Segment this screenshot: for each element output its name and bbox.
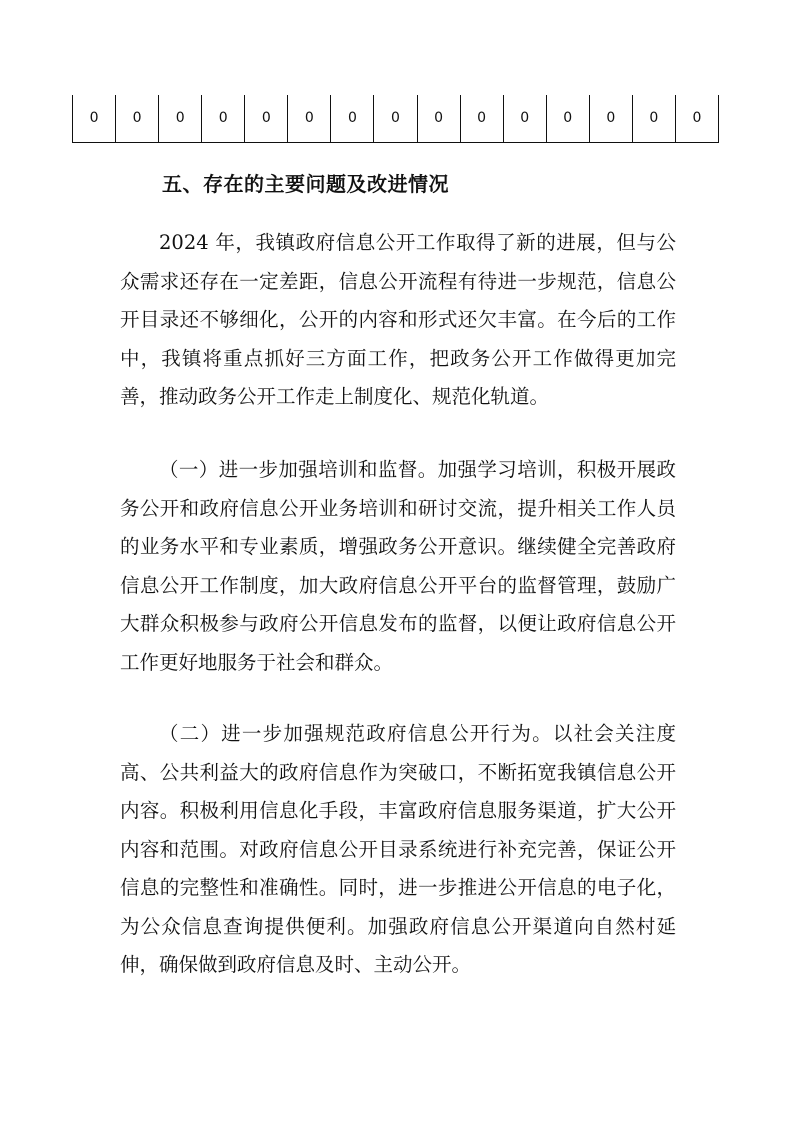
paragraph-standardize-disclosure: （二）进一步加强规范政府信息公开行为。以社会关注度高、公共利益大的政府信息作为突破口，不断拓宽我镇信息公开内容。积极利用信息化手段，丰富政府信息服务渠道，扩大公开内容和范围。对政府信息公开目录系统进行补充完善，保证公开信息的完整性和准确性。同时，进一步推进公开信息的电子化，为公众信息查询提供便利。加强政府信息公开渠道向自然村延伸，确保做到政府信息及时、主动公开。 xyxy=(120,722,676,976)
table-cell: 0 xyxy=(331,95,374,143)
paragraph-overview: 2024 年，我镇政府信息公开工作取得了新的进展，但与公众需求还存在一定差距，信息公开流程有待进一步规范，信息公开目录还不够细化，公开的内容和形式还欠丰富。在今后的工作中，我镇将重点抓好三方面工作，把政务公开工作做得更加完善，推动政务公开工作走上制度化、规范化轨道。 xyxy=(120,231,676,408)
table-cell: 0 xyxy=(374,95,417,143)
table-cell: 0 xyxy=(546,95,589,143)
section-heading: 五、存在的主要问题及改进情况 xyxy=(162,172,449,196)
table-cell: 0 xyxy=(288,95,331,143)
table-cell: 0 xyxy=(503,95,546,143)
table-row xyxy=(73,95,719,143)
table-cell: 0 xyxy=(116,95,159,143)
table-cell: 0 xyxy=(460,95,503,143)
paragraph-training-supervision: （一）进一步加强培训和监督。加强学习培训，积极开展政务公开和政府信息公开业务培训和研讨交流，提升相关工作人员的业务水平和专业素质，增强政务公开意识。继续健全完善政府信息公开工作制度，加大政府信息公开平台的监督管理，鼓励广大群众积极参与政府公开信息发布的监督，以便让政府信息公开工作更好地服务于社会和群众。 xyxy=(120,458,676,674)
table-cell: 0 xyxy=(202,95,245,143)
table-cell: 0 xyxy=(159,95,202,143)
table-cell: 0 xyxy=(245,95,288,143)
table-cell: 0 xyxy=(589,95,632,143)
table-cell: 0 xyxy=(632,95,675,143)
table-cell: 0 xyxy=(417,95,460,143)
stats-table-row xyxy=(72,95,719,143)
table-cell: 0 xyxy=(73,95,116,143)
table-cell: 0 xyxy=(675,95,718,143)
